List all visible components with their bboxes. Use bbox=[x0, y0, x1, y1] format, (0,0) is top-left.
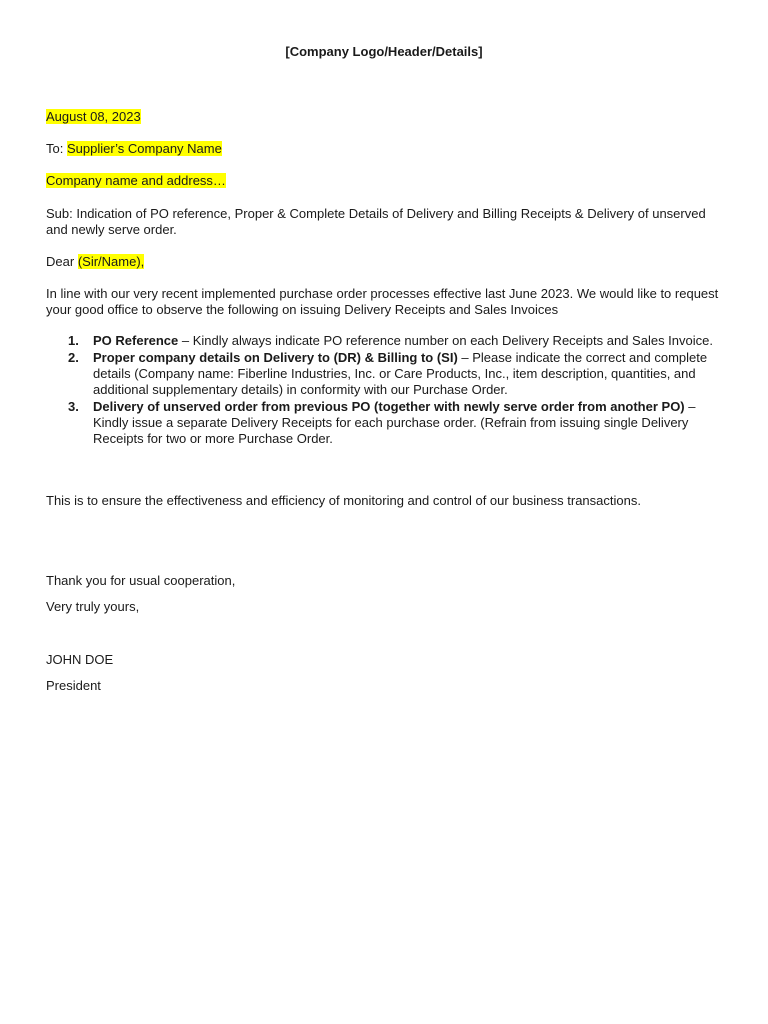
item-heading: PO Reference bbox=[93, 333, 179, 348]
salutation-label: Dear bbox=[46, 254, 75, 269]
item-heading: Delivery of unserved order from previous PO (together with newly serve order from another PO) bbox=[93, 399, 685, 414]
intro-paragraph: In line with our very recent implemented purchase order processes effective last June 2023. We would like to request your good office to observe the following on issuing Delivery Receipts and Sales Invoices bbox=[46, 286, 719, 317]
to-label: To: bbox=[46, 141, 64, 156]
salutation-name: (Sir/Name), bbox=[77, 254, 145, 269]
item-heading: Proper company details on Delivery to (DR) & Billing to (SI) bbox=[93, 350, 458, 365]
item-text: – Kindly issue a separate Delivery Receipts for each purchase order. (Refrain from issuing single Delivery Receipts for two or more Purchase Order. bbox=[93, 399, 696, 446]
valediction: Very truly yours, bbox=[46, 599, 140, 614]
list-item bbox=[46, 399, 726, 447]
item-text: – Kindly always indicate PO reference number on each Delivery Receipts and Sales Invoice. bbox=[178, 333, 713, 348]
recipient-line bbox=[46, 141, 726, 157]
recipient-address bbox=[46, 173, 726, 189]
list-number: 2. bbox=[68, 350, 79, 365]
subject-line: Sub: Indication of PO reference, Proper & Complete Details of Delivery and Billing Receipts & Delivery of unserved and newly serve order. bbox=[46, 206, 706, 237]
letter-header: [Company Logo/Header/Details] bbox=[285, 44, 483, 59]
thanks-line: Thank you for usual cooperation, bbox=[46, 573, 236, 588]
list-number: 1. bbox=[68, 333, 79, 348]
address-text: Company name and address… bbox=[46, 173, 226, 188]
date-text: August 08, 2023 bbox=[46, 109, 141, 124]
list-number: 3. bbox=[68, 399, 79, 414]
item-text: – Please indicate the correct and complete details (Company name: Fiberline Industries, Inc. or Care Products, Inc., item description, quantities, and additional supplementary details) in conformity with our Purchase Order. bbox=[93, 350, 708, 397]
signatory-name: JOHN DOE bbox=[46, 652, 114, 667]
closing-statement: This is to ensure the effectiveness and efficiency of monitoring and control of our business transactions. bbox=[46, 493, 641, 508]
list-item bbox=[46, 350, 726, 398]
salutation bbox=[46, 254, 726, 270]
letter-date bbox=[46, 109, 726, 125]
signatory-title: President bbox=[46, 678, 101, 693]
recipient-name: Supplier’s Company Name bbox=[66, 141, 222, 156]
list-item bbox=[46, 333, 726, 349]
instruction-list bbox=[46, 333, 726, 448]
